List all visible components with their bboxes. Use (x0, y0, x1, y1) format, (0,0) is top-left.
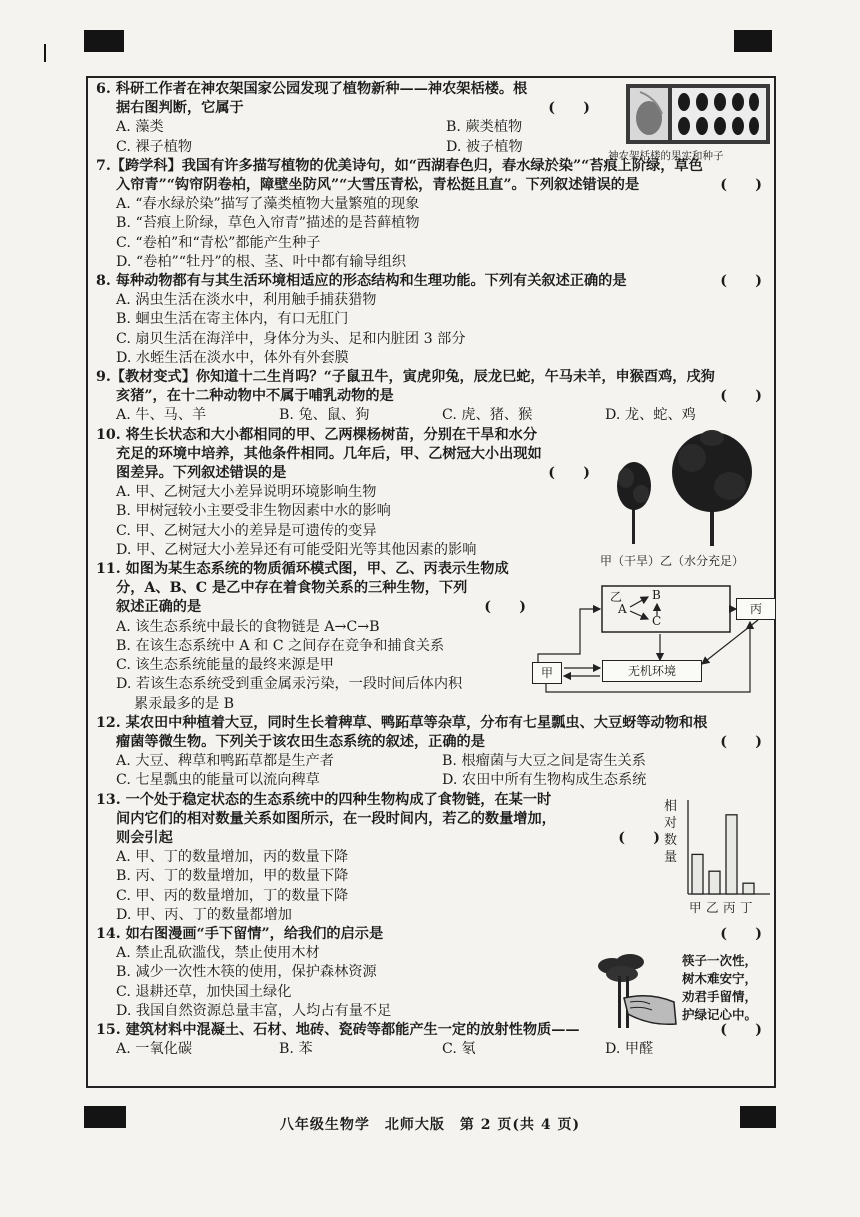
question-text: 据右图判断，它属于 (116, 100, 244, 117)
option-a[interactable]: A. 甲、乙树冠大小差异说明环境影响生物 (116, 484, 377, 501)
question-text: 12. 某农田中种植着大豆，同时生长着稗草、鸭跖草等杂草，分布有七星瓢虫、大豆蚜等动物和根 (96, 714, 708, 731)
option-a[interactable]: A. 藻类 (116, 119, 164, 136)
bar-丁 (743, 883, 754, 894)
question-7 (96, 157, 768, 272)
y-axis-label: 相对数量 (664, 799, 678, 865)
option-d[interactable]: D. 甲、丙、丁的数量都增加 (116, 906, 292, 923)
option-a[interactable]: A. 一氧化碳 (116, 1041, 193, 1058)
box-env: 无机环境 (602, 660, 702, 682)
x-tick-labels (688, 898, 772, 914)
label-c: C (652, 614, 662, 628)
option-c[interactable]: C. 甲、乙树冠大小的差异是可遗传的变异 (116, 522, 377, 539)
option-d[interactable]: D. 我国自然资源总量丰富，人均占有量不足 (116, 1002, 392, 1019)
question-text: 入帘青”“钩帘阴卷柏，障壁坐防风”“大雪压青松，青松挺且直”。下列叙述错误的是 (116, 177, 640, 194)
x-tick-label: 丁 (740, 900, 753, 915)
x-tick-label: 甲 (689, 900, 702, 915)
question-text: 13. 一个处于稳定状态的生态系统中的四种生物构成了食物链，在某一时 (96, 791, 552, 808)
option-b[interactable]: B. 丙、丁的数量增加，甲的数量下降 (116, 868, 349, 885)
option-d[interactable]: D. 龙、蛇、鸡 (605, 407, 696, 424)
question-text: 11. 如图为某生态系统的物质循环模式图，甲、乙、丙表示生物成 (96, 561, 509, 578)
question-text: 图差异。下列叙述错误的是 (116, 465, 287, 482)
option-a[interactable]: A. 禁止乱砍滥伐，禁止使用木材 (116, 945, 320, 962)
answer-blank[interactable]: ( ) (720, 925, 762, 942)
question-text: 间内它们的相对数量关系如图所示，在一段时间内，若乙的数量增加， (116, 810, 556, 827)
option-c[interactable]: C. 退耕还草，加快国土绿化 (116, 983, 292, 1000)
bar-甲 (692, 854, 703, 894)
option-b[interactable]: B. 甲树冠较小主要受非生物因素中水的影响 (116, 503, 391, 520)
option-d-continued[interactable]: 累汞最多的是 B (134, 695, 235, 712)
option-c[interactable]: C. 甲、丙的数量增加，丁的数量下降 (116, 887, 349, 904)
figure-caption: 神农架栝楼的果实和种子 (608, 150, 724, 162)
option-a[interactable]: A. 涡虫生活在淡水中，利用触手捕获猎物 (116, 292, 377, 309)
question-text: 7.【跨学科】我国有许多描写植物的优美诗句，如“西湖春色归，春水绿於染”“苔痕上阶绿，草色 (96, 157, 703, 174)
relative-quantity-chart (664, 798, 774, 918)
option-d[interactable]: D. 水蛭生活在淡水中，体外有外套膜 (116, 349, 349, 366)
tree-comparison-figure (600, 428, 770, 568)
tree-yi-icon (672, 430, 752, 546)
answer-blank[interactable]: ( ) (720, 273, 762, 290)
page-footer: 八年级生物学 北师大版 第 2 页(共 4 页) (279, 1117, 581, 1133)
question-text: 瘤菌等微生物。下列关于该农田生态系统的叙述，正确的是 (116, 733, 485, 750)
option-b[interactable]: B. 蛔虫生活在寄主体内，有口无肛门 (116, 311, 349, 328)
answer-blank[interactable]: ( ) (720, 177, 762, 194)
option-d[interactable]: D. “卷柏”“牡丹”的根、茎、叶中都有输导组织 (116, 253, 407, 270)
option-a[interactable]: A. “春水绿於染”描写了藻类植物大量繁殖的现象 (116, 196, 420, 213)
option-d[interactable]: D. 若该生态系统受到重金属汞污染，一段时间后体内积 (116, 676, 463, 693)
option-c[interactable]: C. 氡 (442, 1041, 476, 1058)
option-b[interactable]: B. “苔痕上阶绿，草色入帘青”描述的是苔藓植物 (116, 215, 420, 232)
option-c[interactable]: C. 虎、猪、猴 (442, 407, 533, 424)
option-b[interactable]: B. 减少一次性木筷的使用，保护森林资源 (116, 964, 377, 981)
label-a: A (618, 602, 627, 616)
option-b[interactable]: B. 蕨类植物 (446, 119, 523, 136)
label-yi: 乙 (610, 590, 623, 604)
poem-line: 树木难安宁， (682, 971, 758, 986)
bar-chart-svg (664, 798, 774, 898)
question-text: 充足的环境中培养，其他条件相同。几年后，甲、乙树冠大小出现如 (116, 445, 542, 462)
question-text: 10. 将生长状态和大小都相同的甲、乙两棵杨树苗，分别在干旱和水分 (96, 426, 538, 443)
question-text: 则会引起 (116, 829, 173, 846)
question-text: 8. 每种动物都有与其生活环境相适应的形态结构和生理功能。下列有关叙述正确的是 (96, 273, 627, 290)
answer-blank[interactable]: ( ) (548, 100, 590, 117)
figure-caption: 甲（干旱）乙（水分充足） (600, 554, 745, 568)
option-c[interactable]: C. 裸子植物 (116, 138, 193, 155)
option-a[interactable]: A. 甲、丁的数量增加，丙的数量下降 (116, 849, 349, 866)
option-b[interactable]: B. 在该生态系统中 A 和 C 之间存在竞争和捕食关系 (116, 637, 445, 654)
cartoon-poem (682, 952, 757, 1024)
question-9 (96, 368, 768, 426)
answer-blank[interactable]: ( ) (720, 388, 762, 405)
tree-illustration (600, 428, 770, 546)
option-a[interactable]: A. 大豆、稗草和鸭跖草都是生产者 (116, 753, 334, 770)
tree-jia-icon (617, 462, 651, 544)
label-b: B (652, 588, 661, 602)
poem-line: 劝君手留情， (682, 989, 758, 1004)
option-c[interactable]: C. 七星瓢虫的能量可以流向稗草 (116, 772, 320, 789)
option-b[interactable]: B. 苯 (279, 1041, 313, 1058)
x-tick-label: 乙 (706, 900, 719, 915)
answer-blank[interactable]: ( ) (548, 465, 590, 482)
fruit-seed-figure (608, 84, 770, 162)
option-b[interactable]: B. 根瘤菌与大豆之间是寄生关系 (442, 753, 646, 770)
poem-line: 筷子一次性， (682, 953, 758, 968)
cartoon-hand-tree-icon (590, 952, 682, 1036)
question-text: 15. 建筑材料中混凝土、石材、地砖、瓷砖等都能产生一定的放射性物质—— (96, 1021, 580, 1038)
bar-丙 (726, 815, 737, 894)
question-text: 6. 科研工作者在神农架国家公园发现了植物新种——神农架栝楼。根 (96, 81, 528, 97)
box-bing: 丙 (736, 598, 776, 620)
answer-blank[interactable]: ( ) (720, 1021, 762, 1038)
bar-乙 (709, 871, 720, 894)
material-cycle-diagram (530, 584, 780, 694)
question-text: 亥猪”，在十二种动物中不属于哺乳动物的是 (116, 388, 394, 405)
question-text: 9.【教材变式】你知道十二生肖吗？“子鼠丑牛，寅虎卯兔，辰龙巳蛇，午马未羊，申猴酉鸡，戌狗 (96, 369, 715, 386)
answer-blank[interactable]: ( ) (618, 829, 660, 846)
option-c[interactable]: C. “卷柏”和“青松”都能产生种子 (116, 234, 321, 251)
option-a[interactable]: A. 牛、马、羊 (116, 407, 207, 424)
question-8 (96, 272, 768, 368)
cartoon-figure (590, 952, 775, 1042)
registration-mark-top-right (734, 30, 772, 52)
option-c[interactable]: C. 该生态系统能量的最终来源是甲 (116, 657, 334, 674)
option-b[interactable]: B. 兔、鼠、狗 (279, 407, 370, 424)
margin-tick (44, 44, 46, 62)
option-c[interactable]: C. 扇贝生活在海洋中，身体分为头、足和内脏团 3 部分 (116, 330, 466, 347)
answer-blank[interactable]: ( ) (720, 733, 762, 750)
fruit-seed-photo (626, 84, 770, 144)
poem-line: 护绿记心中。 (682, 1007, 758, 1022)
question-text: 叙述正确的是 (116, 599, 202, 616)
option-a[interactable]: A. 该生态系统中最长的食物链是 A→C→B (116, 618, 380, 635)
x-tick-label: 丙 (723, 900, 736, 915)
registration-mark-top-left (84, 30, 124, 52)
option-d[interactable]: D. 甲、乙树冠大小差异还有可能受阳光等其他因素的影响 (116, 541, 477, 558)
question-12 (96, 714, 768, 791)
option-d[interactable]: D. 被子植物 (446, 138, 523, 155)
question-text: 分，A、B、C 是乙中存在着食物关系的三种生物，下列 (116, 580, 468, 597)
option-d[interactable]: D. 甲醛 (605, 1041, 654, 1058)
box-jia: 甲 (532, 662, 562, 684)
option-d[interactable]: D. 农田中所有生物构成生态系统 (442, 772, 647, 789)
answer-blank[interactable]: ( ) (484, 599, 526, 616)
question-text: 14. 如右图漫画“手下留情”，给我们的启示是 (96, 925, 384, 942)
